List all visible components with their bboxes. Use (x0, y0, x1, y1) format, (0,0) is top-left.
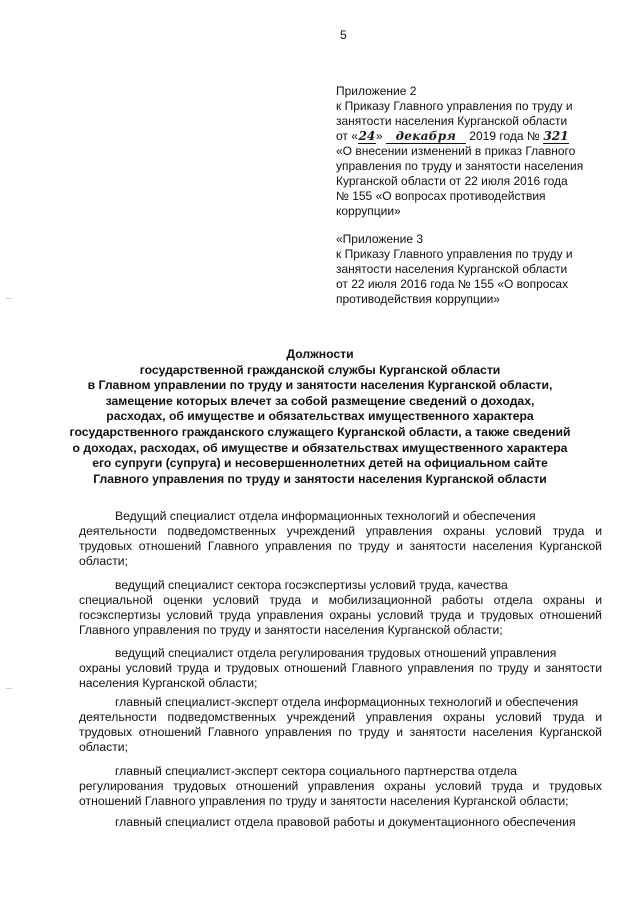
handwritten-month: декабря (386, 130, 466, 144)
appendix-2-title-line: коррупции» (336, 204, 401, 218)
document-title (0, 347, 640, 487)
date-year: 2019 года № (469, 129, 540, 143)
title-line: о доходах, расходах, об имуществе и обязательствах имущественного характера (72, 440, 568, 455)
title-line: его супруги (супруга) и несовершеннолетних детей на официальном сайте (92, 456, 548, 471)
position-item-first-line: ведущий специалист отдела регулирования трудовых отношений управления (115, 646, 557, 660)
handwritten-day: 24 (358, 129, 376, 143)
title-line: расходах, об имуществе и обязательствах имущественного характера (106, 409, 534, 424)
appendix-2-title-line: Курганской области от 22 июля 2016 года (336, 174, 568, 188)
appendix-3-line: от 22 июля 2016 года № 155 «О вопросах (336, 277, 569, 291)
position-item-first-line: главный специалист отдела правовой работы и документационного обеспечения (115, 815, 576, 829)
position-item-text: деятельности подведомственных учреждений управления охраны условий труда и трудовых отношений Главного управления по труду и занятости населения Курганской области; (79, 524, 602, 568)
position-item (79, 578, 602, 638)
appendix-3-line: «Приложение 3 (336, 232, 424, 246)
title-line: Главного управления по труду и занятости населения Курганской области (93, 471, 547, 486)
date-mid: » (375, 129, 383, 143)
appendix-3-line: занятости населения Курганской области (336, 262, 568, 276)
appendix-2-header (336, 84, 611, 219)
position-item (79, 509, 602, 569)
title-line: государственного гражданского служащего Курганской области, а также сведений (69, 424, 571, 439)
position-item (79, 695, 602, 755)
appendix-2-line: занятости населения Курганской области (336, 114, 568, 128)
page-number: 5 (340, 28, 347, 42)
position-item-first-line: главный специалист-эксперт отдела информационных технологий и обеспечения (115, 695, 579, 709)
appendix-2-title-line: № 155 «О вопросах противодействия (336, 189, 546, 203)
position-item (79, 764, 602, 809)
appendix-2-title-line: управления по труду и занятости населения (336, 159, 584, 173)
date-prefix: от « (336, 129, 358, 143)
position-item-text: охраны условий труда и трудовых отношений Главного управления по труду и занятости населения Курганской области; (79, 661, 602, 690)
appendix-2-line: Приложение 2 (336, 84, 417, 98)
position-item-first-line: ведущий специалист сектора госэкспертизы условий труда, качества (115, 578, 508, 592)
position-item (79, 815, 602, 830)
appendix-3-line: противодействия коррупции» (336, 292, 500, 306)
appendix-2-title-line: «О внесении изменений в приказ Главного (336, 144, 576, 158)
position-item-first-line: Ведущий специалист отдела информационных технологий и обеспечения (115, 509, 536, 523)
appendix-3-header (336, 232, 611, 307)
binding-mark (6, 298, 12, 299)
handwritten-order-number: 321 (543, 129, 569, 143)
appendix-3-line: к Приказу Главного управления по труду и (336, 247, 573, 261)
position-item-first-line: главный специалист-эксперт сектора социального партнерства отдела (115, 764, 517, 778)
position-item-text: деятельности подведомственных учреждений управления охраны условий труда и трудовых отношений Главного управления по труду и занятости населения Курганской области; (79, 710, 602, 754)
title-line: государственной гражданской службы Курганской области (139, 362, 501, 377)
title-line: Должности (286, 347, 354, 361)
appendix-2-line: к Приказу Главного управления по труду и (336, 99, 573, 113)
position-item-text: специальной оценки условий труда и мобилизационной работы отдела охраны и госэкспертизы условий труда управления охраны условий труда и трудовых отношений Главного управления по труду и занятости населения Курганской области; (79, 593, 602, 637)
title-line: замещение которых влечет за собой размещение сведений о доходах, (105, 393, 535, 408)
position-item (79, 646, 602, 691)
binding-mark (6, 688, 12, 689)
order-date-line (336, 129, 611, 144)
title-line: в Главном управлении по труду и занятости населения Курганской области, (87, 378, 553, 393)
position-item-text: регулирования трудовых отношений управления охраны условий труда и трудовых отношений Главного управления по труду и занятости населения Курганской области; (79, 779, 602, 808)
